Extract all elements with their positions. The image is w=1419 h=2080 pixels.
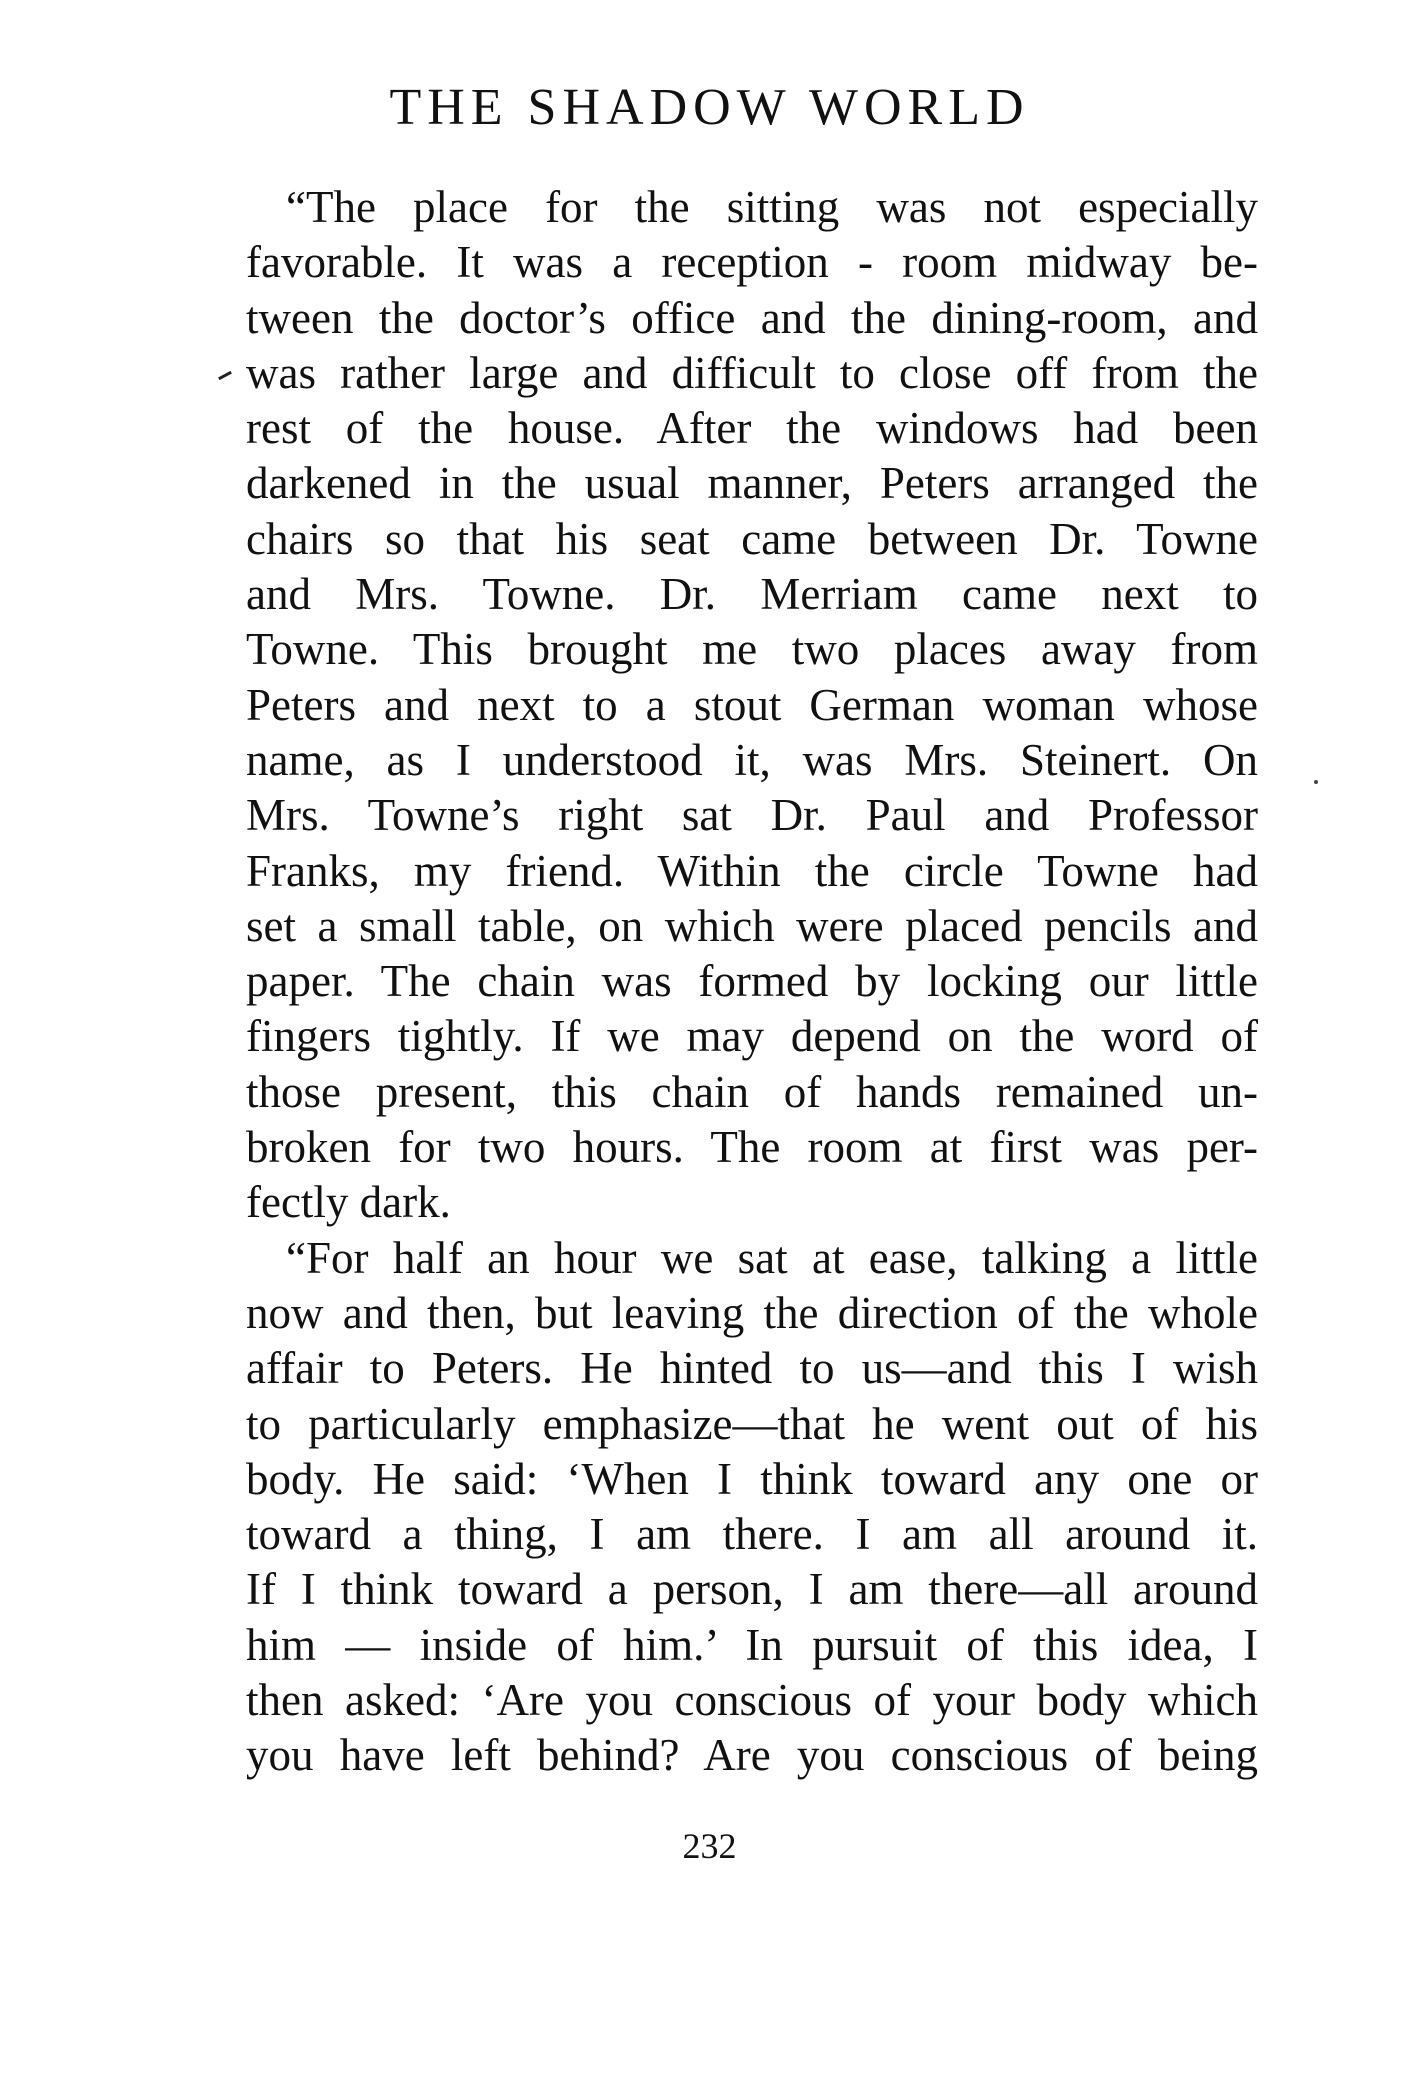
text-line: set a small table, on which were placed pencils and [246,900,1258,951]
text-line: broken for two hours. The room at first was per- [246,1122,1258,1173]
text-line: affair to Peters. He hinted to us—and this I wish [246,1343,1258,1394]
text-line: fingers tightly. If we may depend on the word of [246,1011,1258,1062]
text-line: toward a thing, I am there. I am all around it. [246,1509,1258,1560]
page-number: 232 [682,1826,737,1866]
text-line: Mrs. Towne’s right sat Dr. Paul and Professor [246,790,1258,841]
text-line: darkened in the usual manner, Peters arranged the [246,458,1258,509]
text-line: was rather large and difficult to close off from the [246,347,1258,398]
text-line: fectly dark. [246,1177,451,1228]
text-line: body. He said: ‘When I think toward any one or [246,1453,1258,1504]
text-line: those present, this chain of hands remained un- [246,1066,1258,1117]
text-line: you have left behind? Are you conscious of being [246,1730,1258,1781]
paragraph-2 [246,1231,1258,1784]
text-line: favorable. It was a reception - room midway be- [246,237,1258,288]
text-line: “The place for the sitting was not especially [286,182,1258,232]
text-line: If I think toward a person, I am there—all around [246,1564,1258,1615]
text-line: to particularly emphasize—that he went out of his [246,1398,1258,1449]
text-line: paper. The chain was formed by locking our little [246,956,1258,1007]
body-text [246,180,1258,1784]
text-line: and Mrs. Towne. Dr. Merriam came next to [246,569,1258,620]
text-line: Towne. This brought me two places away from [246,624,1258,675]
running-head: THE SHADOW WORLD [389,79,1030,136]
text-line: Peters and next to a stout German woman whose [246,679,1258,730]
text-line: tween the doctor’s office and the dining-room, and [246,292,1258,343]
text-line: now and then, but leaving the direction of the whole [246,1287,1258,1338]
stray-pen-mark [218,371,232,380]
text-line: name, as I understood it, was Mrs. Steinert. On [246,734,1258,785]
stray-dot-mark [1314,780,1318,784]
text-line: rest of the house. After the windows had been [246,403,1258,454]
text-line: Franks, my friend. Within the circle Towne had [246,845,1258,896]
text-line: then asked: ‘Are you conscious of your body which [246,1675,1258,1726]
paragraph-1 [246,180,1258,1231]
text-line: “For half an hour we sat at ease, talking a little [286,1232,1258,1283]
text-line: him — inside of him.’ In pursuit of this idea, I [246,1619,1258,1670]
text-line: chairs so that his seat came between Dr. Towne [246,513,1258,564]
